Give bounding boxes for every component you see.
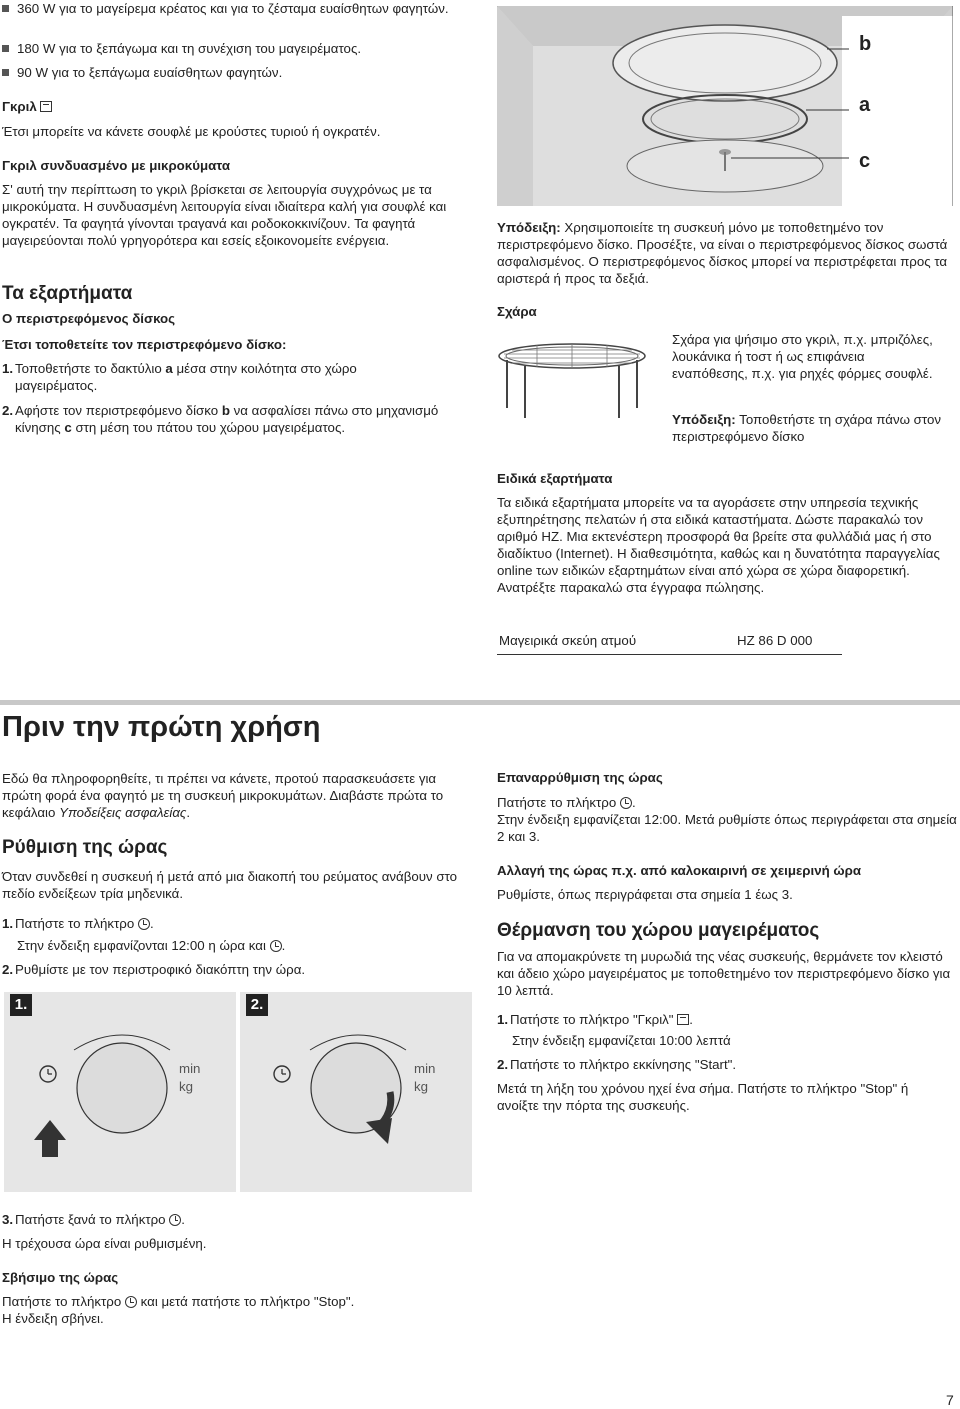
step-number: 2.: [2, 962, 14, 977]
step-1: [2, 360, 432, 394]
grill-icon: [677, 1014, 689, 1025]
clock-step-3b: Η τρέχουσα ώρα είναι ρυθμισμένη.: [2, 1236, 207, 1251]
special-heading: Ειδικά εξαρτήματα: [497, 471, 613, 486]
accessory-name: Μαγειρικά σκεύη ατμού: [499, 633, 637, 648]
knob-illustration: [4, 992, 236, 1192]
heat-step-1b: Στην ένδειξη εμφανίζεται 10:00 λεπτά: [512, 1033, 731, 1048]
clock-step-3: [2, 1211, 185, 1228]
clock-icon: [620, 797, 632, 809]
list-item: [2, 64, 282, 81]
step-number: 2.: [2, 403, 14, 418]
kg-label: kg: [414, 1079, 429, 1094]
bullet-icon: [2, 45, 9, 52]
combo-heading: Γκριλ συνδυασμένο με μικροκύματα: [2, 158, 231, 173]
reset-text-2: Στην ένδειξη εμφανίζεται 12:00. Μετά ρυθμίστε όπως περιγράφεται στα σημεία 2 και 3.: [497, 812, 957, 844]
panel-step-1: [4, 992, 236, 1192]
intro-text: Εδώ θα πληροφορηθείτε, τι πρέπει να κάνετε, προτού παρασκευάσετε για πρώτη φορά ένα φαγητό με τη συσκευή μικροκυμάτων. Διαβάστε πρώτα το κεφάλαιο Υποδείξεις ασφαλείας.: [2, 771, 444, 820]
label-a: a: [859, 94, 871, 116]
clock-heading: Ρύθμιση της ώρας: [2, 837, 168, 858]
step-text: Πατήστε το πλήκτρο εκκίνησης "Start".: [510, 1057, 737, 1072]
turntable-heading: Ο περιστρεφόμενος δίσκος: [2, 311, 176, 326]
clock-text: Όταν συνδεθεί η συσκευή ή μετά από μια διακοπή του ρεύματος ανάβουν στο πεδίο ενδείξεων τρία μηδενικά.: [2, 869, 458, 901]
heat-step-1: [497, 1011, 693, 1028]
section-divider: [0, 700, 960, 705]
step-text: Αφήστε τον περιστρεφόμενο δίσκο b να ασφαλίσει πάνω στο μηχανισμό κίνησης c στη μέση του πάτου του χώρου μαγειρέματος.: [15, 403, 439, 435]
clock-icon: [169, 1214, 181, 1226]
heat-heading: Θέρμανση του χώρου μαγειρέματος: [497, 920, 820, 941]
clock-icon: [125, 1296, 137, 1308]
heat-text-2: Μετά τη λήξη του χρόνου ηχεί ένα σήμα. Πατήστε το πλήκτρο "Stop" ή ανοίξτε την πόρτα της συσκευής.: [497, 1081, 909, 1113]
list-item: [2, 40, 361, 57]
clock-icon: [270, 940, 282, 952]
rack-heading: Σχάρα: [497, 304, 537, 319]
step-2: [2, 402, 442, 436]
delete-text-2: Η ένδειξη σβήνει.: [2, 1311, 104, 1326]
list-item: [2, 0, 467, 17]
accessory-table-row: [497, 632, 842, 655]
step-number: 1.: [2, 361, 14, 376]
label-b: b: [859, 33, 872, 55]
step-text: Πατήστε ξανά το πλήκτρο .: [15, 1212, 185, 1227]
step-number: 3.: [2, 1212, 14, 1227]
page-number: 7: [946, 1392, 954, 1408]
grill-icon: [40, 101, 52, 112]
step-text: Ρυθμίστε με τον περιστροφικό διακόπτη την ώρα.: [15, 962, 306, 977]
bullet-icon: [2, 69, 9, 76]
rack-hint: Υπόδειξη: Τοποθετήστε τη σχάρα πάνω στον περιστρεφόμενο δίσκο: [672, 412, 941, 444]
step-text: Πατήστε το πλήκτρο "Γκριλ" .: [510, 1012, 693, 1027]
delete-text: Πατήστε το πλήκτρο και μετά πατήστε το πλήκτρο "Stop".: [2, 1294, 355, 1309]
accessory-code: HZ 86 D 000: [737, 633, 813, 648]
panel-step-number: 2.: [246, 994, 268, 1016]
heat-step-2: [497, 1056, 736, 1073]
grill-text: Έτσι μπορείτε να κάνετε σουφλέ με κρούστες τυριού ή ογκρατέν.: [2, 124, 381, 139]
bullet-text: 180 W για το ξεπάγωμα και τη συνέχιση του μαγειρέματος.: [17, 41, 362, 56]
step-text: Τοποθετήστε το δακτύλιο a μέσα στην κοιλότητα στο χώρο μαγειρέματος.: [15, 361, 357, 393]
step-number: 2.: [497, 1057, 509, 1072]
grill-heading: Γκριλ: [2, 98, 52, 115]
delete-heading: Σβήσιμο της ώρας: [2, 1270, 119, 1285]
accessories-heading: Τα εξαρτήματα: [2, 283, 133, 304]
min-label: min: [414, 1061, 436, 1076]
dst-text: Ρυθμίστε, όπως περιγράφεται στα σημεία 1 έως 3.: [497, 887, 793, 902]
step-number: 1.: [497, 1012, 509, 1027]
clock-step-1b: Στην ένδειξη εμφανίζονται 12:00 η ώρα και .: [17, 938, 286, 953]
turntable-hint: Υπόδειξη: Χρησιμοποιείτε τη συσκευή μόνο με τοποθετημένο τον περιστρεφόμενο δίσκο. Προσέξτε, να είναι ο περιστρεφόμενος δίσκος σωστά ασφαλισμένος. Ο περιστρεφόμενος δίσκος μπορεί να περιστρέφεται προς τα αριστερά ή προς τα δεξιά.: [497, 220, 948, 286]
combo-text: Σ' αυτή την περίπτωση το γκριλ βρίσκεται σε λειτουργία συγχρόνως με τα μικροκύματα. Η συνδυασμένη λειτουργία είναι ιδιαίτερα καλή για σουφλέ και ογκρατέν. Τα φαγητά γίνονται τραγανά και ροδοκοκκινίζουν. Τα φαγητά μαγειρεύονται πολύ γρηγορότερα και εσείς εξοικονομείτε ενέργεια.: [2, 182, 447, 248]
clock-step-2: [2, 961, 305, 978]
knob-rotate-illustration: [240, 992, 472, 1192]
clock-step-1: [2, 915, 154, 932]
panel-step-number: 1.: [10, 994, 32, 1016]
step-text: Πατήστε το πλήκτρο .: [15, 916, 154, 931]
kg-label: kg: [179, 1079, 194, 1094]
bullet-text: 360 W για το μαγείρεμα κρέατος και για το ζέσταμα ευαίσθητων φαγητών.: [17, 1, 449, 16]
turntable-illustration: [497, 6, 953, 206]
heat-text: Για να απομακρύνετε τη μυρωδιά της νέας συσκευής, θερμάνετε τον κλειστό και άδειο χώρο μαγειρέματος με τοποθετημένο τον περιστρεφόμενο δίσκο για 10 λεπτά.: [497, 949, 951, 998]
clock-icon: [138, 918, 150, 930]
reset-heading: Επαναρρύθμιση της ώρας: [497, 770, 663, 785]
bullet-text: 90 W για το ξεπάγωμα ευαίσθητων φαγητών.: [17, 65, 283, 80]
step-number: 1.: [2, 916, 14, 931]
dst-heading: Αλλαγή της ώρας π.χ. από καλοκαιρινή σε χειμερινή ώρα: [497, 863, 862, 878]
page-title: Πριν την πρώτη χρήση: [2, 711, 321, 743]
min-label: min: [179, 1061, 201, 1076]
reset-text-1: Πατήστε το πλήκτρο .: [497, 795, 636, 810]
bullet-icon: [2, 5, 9, 12]
rack-illustration: [497, 338, 647, 423]
special-text: Τα ειδικά εξαρτήματα μπορείτε να τα αγοράσετε στην υπηρεσία τεχνικής εξυπηρέτησης πελατών ή στα ειδικά καταστήματα. Δώστε παρακαλώ τον αριθμό HZ. Μια εκτενέστερη προσφορά θα βρείτε στα φυλλάδιά μας ή στο διαδίκτυο (Internet). Η διαθεσιμότητα, καθώς και η δυνατότητα παραγγελίας online των ειδικών εξαρτημάτων είναι από χώρα σε χώρα διαφορετική. Ανατρέξτε παρακαλώ στα έγγραφα πώλησης.: [497, 495, 940, 595]
panel-step-2: [240, 992, 472, 1192]
turntable-figure: [497, 6, 953, 206]
rack-text: Σχάρα για ψήσιμο στο γκριλ, π.χ. μπριζόλες, λουκάνικα ή τοστ ή ως επιφάνεια εναπόθεσης, π.χ. για ρηχές φόρμες σουφλέ.: [672, 332, 933, 381]
label-c: c: [859, 150, 871, 172]
turntable-howto: Έτσι τοποθετείτε τον περιστρεφόμενο δίσκο:: [2, 337, 287, 352]
